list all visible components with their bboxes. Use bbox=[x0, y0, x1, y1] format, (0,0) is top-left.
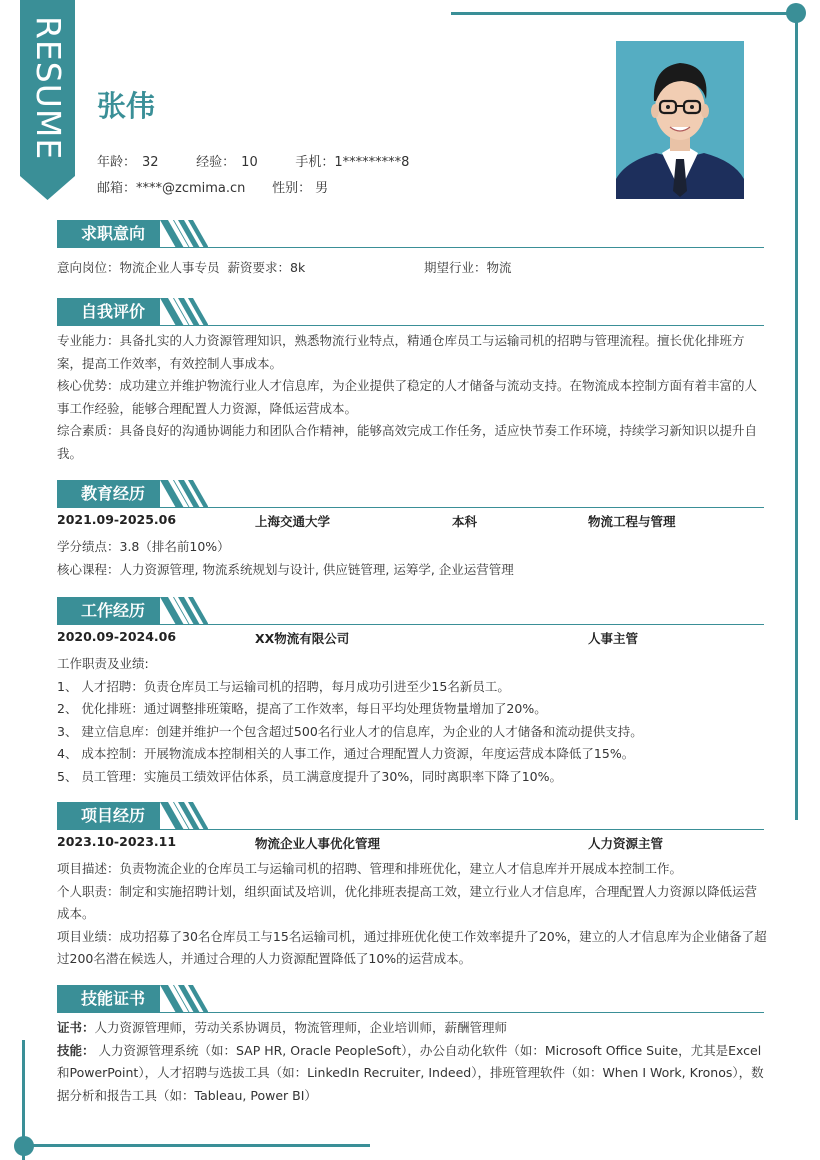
section-title-intent: 求职意向 bbox=[57, 220, 160, 248]
project-name: 物流企业人事优化管理 bbox=[255, 836, 381, 851]
project-role: 人力资源主管 bbox=[588, 836, 664, 851]
project-duty: 个人职责：制定和实施招聘计划，组织面试及培训，优化排班表提高工效，建立行业人才信息库，合理配置人力资源以降低运营成本。 bbox=[57, 883, 758, 921]
section-title-project: 项目经历 bbox=[57, 802, 160, 830]
self-eval-text bbox=[57, 330, 767, 465]
age-value: 32 bbox=[142, 155, 159, 170]
work-row bbox=[57, 629, 767, 651]
skills-details bbox=[57, 1017, 767, 1107]
top-right-line bbox=[451, 12, 796, 15]
cert-line bbox=[57, 1017, 767, 1040]
skill-value: 人力资源管理系统（如：SAP HR, Oracle PeopleSoft），办公自动化软件（如：Microsoft Office Suite，尤其是Excel和PowerPoint），人才招聘与选拔工具（如：LinkedIn Recruiter, Indeed），排班管理软件（如：When I Work, Kronos），数据分析和报告工具（如：Tableau, Power BI） bbox=[57, 1042, 764, 1103]
section-heading-project bbox=[57, 802, 764, 830]
section-title-self: 自我评价 bbox=[57, 298, 160, 326]
section-heading-work bbox=[57, 597, 764, 625]
section-heading-skills bbox=[57, 985, 764, 1013]
heading-rule bbox=[57, 507, 764, 509]
experience-label: 经验： bbox=[196, 155, 236, 170]
education-courses: 核心课程：人力资源管理, 物流系统规划与设计, 供应链管理, 运筹学, 企业运营管理 bbox=[57, 561, 514, 577]
education-degree: 本科 bbox=[452, 514, 478, 529]
work-item: 4、 成本控制：开展物流成本控制相关的人事工作，通过合理配置人力资源，年度运营成本降低了15%。 bbox=[57, 746, 635, 761]
project-details bbox=[57, 858, 767, 971]
project-desc: 项目描述：负责物流企业的仓库员工与运输司机的招聘、管理和排班优化，建立人才信息库并开展成本控制工作。 bbox=[57, 861, 683, 876]
intent-position: 意向岗位：物流企业人事专员 bbox=[57, 260, 220, 275]
bottom-line bbox=[22, 1144, 370, 1147]
heading-rule bbox=[57, 247, 764, 249]
work-item: 2、 优化排班：通过调整排班策略，提高了工作效率，每日平均处理货物量增加了20%。 bbox=[57, 701, 547, 716]
heading-stripes bbox=[160, 220, 208, 248]
education-major: 物流工程与管理 bbox=[588, 514, 676, 529]
project-row bbox=[57, 834, 767, 856]
heading-rule bbox=[57, 1012, 764, 1014]
phone-value: 1*********8 bbox=[334, 155, 410, 170]
right-vertical-line bbox=[795, 14, 798, 820]
skill-label: 技能： bbox=[57, 1042, 95, 1058]
work-intro: 工作职责及业绩: bbox=[57, 656, 149, 671]
age-label: 年龄： bbox=[97, 155, 137, 170]
work-date: 2020.09-2024.06 bbox=[57, 629, 177, 644]
heading-stripes bbox=[160, 802, 208, 830]
education-date: 2021.09-2025.06 bbox=[57, 512, 177, 527]
section-heading-intent bbox=[57, 220, 764, 248]
email-value: ****@zcmima.cn bbox=[136, 181, 246, 196]
self-eval-p1: 专业能力：具备扎实的人力资源管理知识，熟悉物流行业特点，精通仓库员工与运输司机的招聘与管理流程。擅长优化排班方案，提高工作效率，有效控制人事成本。 bbox=[57, 333, 745, 371]
work-item: 1、 人才招聘：负责仓库员工与运输司机的招聘，每月成功引进至少15名新员工。 bbox=[57, 678, 510, 694]
avatar-photo bbox=[616, 41, 744, 199]
resume-ribbon-text: RESUME bbox=[29, 16, 68, 161]
work-item: 5、 员工管理：实施员工绩效评估体系，员工满意度提升了30%，同时离职率下降了10%。 bbox=[57, 768, 562, 784]
cert-value: 人力资源管理师，劳动关系协调员，物流管理师，企业培训师，薪酬管理师 bbox=[94, 1020, 508, 1035]
heading-rule bbox=[57, 829, 764, 831]
work-details bbox=[57, 653, 767, 788]
phone-label: 手机： bbox=[295, 155, 335, 170]
work-item: 3、 建立信息库：创建并维护一个包含超过500名行业人才的信息库，为企业的人才储备和流动提供支持。 bbox=[57, 723, 643, 739]
email-label: 邮箱： bbox=[97, 181, 137, 196]
gender-value: 男 bbox=[315, 181, 329, 196]
cert-label: 证书： bbox=[57, 1020, 95, 1035]
work-company: XX物流有限公司 bbox=[255, 631, 350, 646]
education-details bbox=[57, 536, 767, 581]
self-eval-p3: 综合素质：具备良好的沟通协调能力和团队合作精神，能够高效完成工作任务，适应快节奏工作环境，持续学习新知识以提升自我。 bbox=[57, 423, 758, 461]
intent-industry: 期望行业：物流 bbox=[424, 260, 512, 275]
education-gpa: 学分绩点：3.8（排名前10%） bbox=[57, 539, 230, 554]
heading-rule bbox=[57, 624, 764, 626]
intent-line bbox=[57, 257, 767, 280]
project-result: 项目业绩：成功招募了30名仓库员工与15名运输司机，通过排班优化使工作效率提升了20%，建立的人才信息库为企业储备了超过200名潜在候选人，并通过合理的人力资源配置降低了10%的运营成本。 bbox=[57, 928, 767, 966]
candidate-name: 张伟 bbox=[97, 89, 156, 123]
heading-stripes bbox=[160, 298, 208, 326]
heading-stripes bbox=[160, 985, 208, 1013]
section-title-skills: 技能证书 bbox=[57, 985, 160, 1013]
heading-stripes bbox=[160, 597, 208, 625]
section-heading-education bbox=[57, 480, 764, 508]
intent-salary: 薪资要求：8k bbox=[227, 260, 306, 275]
heading-rule bbox=[57, 325, 764, 327]
info-line-1 bbox=[97, 151, 409, 170]
section-title-work: 工作经历 bbox=[57, 597, 160, 625]
section-title-education: 教育经历 bbox=[57, 480, 160, 508]
info-line-2 bbox=[97, 177, 328, 196]
education-school: 上海交通大学 bbox=[255, 514, 331, 529]
education-row bbox=[57, 512, 767, 534]
heading-stripes bbox=[160, 480, 208, 508]
skill-line bbox=[57, 1040, 767, 1108]
project-date: 2023.10-2023.11 bbox=[57, 834, 177, 849]
section-heading-self bbox=[57, 298, 764, 326]
gender-label: 性别： bbox=[272, 181, 312, 196]
self-eval-p2: 核心优势：成功建立并维护物流行业人才信息库，为企业提供了稳定的人才储备与流动支持。在物流成本控制方面有着丰富的人事工作经验，能够合理配置人力资源，降低运营成本。 bbox=[57, 378, 758, 416]
work-role: 人事主管 bbox=[588, 631, 639, 646]
experience-value: 10 bbox=[241, 155, 258, 170]
